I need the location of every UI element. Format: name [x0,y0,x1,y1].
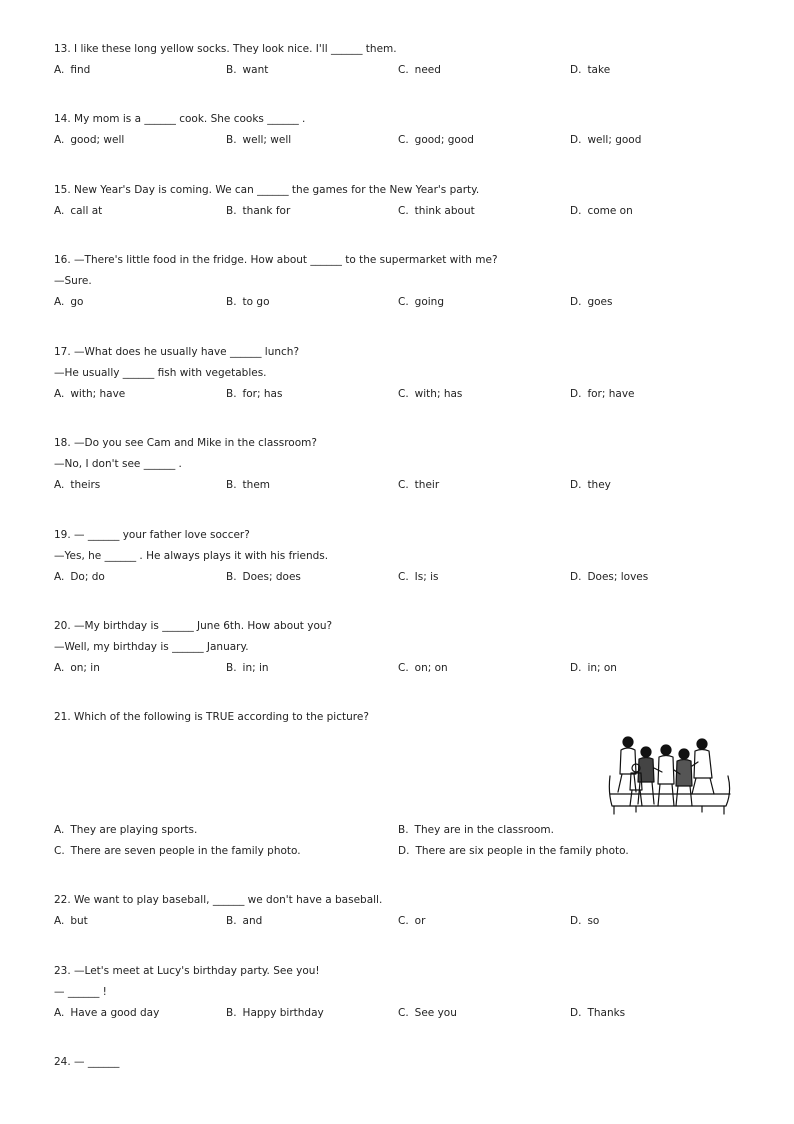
q17-option-b[interactable]: B. for; has [226,388,283,400]
q15-option-b[interactable]: B. thank for [226,205,291,217]
q21-stem: 21. Which of the following is TRUE according to the picture? [54,711,369,723]
q18-option-a[interactable]: A. theirs [54,479,101,491]
q14-option-d[interactable]: D. well; good [570,134,642,146]
q23-option-b[interactable]: B. Happy birthday [226,1007,324,1019]
q23-stem: 23. —Let's meet at Lucy's birthday party. See you! [54,965,320,977]
q13-option-a[interactable]: A. find [54,64,91,76]
q18-option-c[interactable]: C. their [398,479,440,491]
q14-option-c[interactable]: C. good; good [398,134,474,146]
q17-stem: 17. —What does he usually have ______ lunch? [54,346,300,358]
q15-option-c[interactable]: C. think about [398,205,475,217]
q21-option-a[interactable]: A. They are playing sports. [54,824,198,836]
q23-option-d[interactable]: D. Thanks [570,1007,626,1019]
q17-stem-reply: —He usually ______ fish with vegetables. [54,367,267,379]
q20-stem-reply: —Well, my birthday is ______ January. [54,641,249,653]
q16-option-a[interactable]: A. go [54,296,84,308]
q16-option-b[interactable]: B. to go [226,296,270,308]
q19-stem: 19. — ______ your father love soccer? [54,529,250,541]
q22-option-d[interactable]: D. so [570,915,600,927]
q16-option-d[interactable]: D. goes [570,296,613,308]
q17-option-a[interactable]: A. with; have [54,388,126,400]
q16-stem: 16. —There's little food in the fridge. How about ______ to the supermarket with me? [54,254,498,266]
q22-option-b[interactable]: B. and [226,915,263,927]
q21-option-c[interactable]: C. There are seven people in the family photo. [54,845,301,857]
q17-option-d[interactable]: D. for; have [570,388,635,400]
q19-option-d[interactable]: D. Does; loves [570,571,649,583]
q15-stem: 15. New Year's Day is coming. We can ______ the games for the New Year's party. [54,184,480,196]
q21-option-b[interactable]: B. They are in the classroom. [398,824,554,836]
q15-option-a[interactable]: A. call at [54,205,103,217]
q21-option-d[interactable]: D. There are six people in the family photo. [398,845,629,857]
q16-option-c[interactable]: C. going [398,296,444,308]
q15-option-d[interactable]: D. come on [570,205,633,217]
q13-option-b[interactable]: B. want [226,64,269,76]
q23-option-c[interactable]: C. See you [398,1007,457,1019]
q17-option-c[interactable]: C. with; has [398,388,463,400]
q14-option-a[interactable]: A. good; well [54,134,125,146]
q14-option-b[interactable]: B. well; well [226,134,292,146]
q19-option-b[interactable]: B. Does; does [226,571,301,583]
q23-stem-reply: — ______ ! [54,986,107,998]
q13-option-d[interactable]: D. take [570,64,611,76]
q19-option-a[interactable]: A. Do; do [54,571,105,583]
q13-option-c[interactable]: C. need [398,64,441,76]
q19-stem-reply: —Yes, he ______ . He always plays it with his friends. [54,550,329,562]
q22-option-a[interactable]: A. but [54,915,88,927]
q23-option-a[interactable]: A. Have a good day [54,1007,160,1019]
q24-stem: 24. — ______ [54,1056,120,1068]
q22-stem: 22. We want to play baseball, ______ we don't have a baseball. [54,894,383,906]
q16-stem-reply: —Sure. [54,275,92,287]
family-photo-illustration [606,732,734,816]
q18-option-b[interactable]: B. them [226,479,271,491]
q20-option-a[interactable]: A. on; in [54,662,100,674]
q20-option-d[interactable]: D. in; on [570,662,617,674]
q22-option-c[interactable]: C. or [398,915,426,927]
q19-option-c[interactable]: C. Is; is [398,571,439,583]
q14-stem: 14. My mom is a ______ cook. She cooks ______ . [54,113,306,125]
q20-option-b[interactable]: B. in; in [226,662,269,674]
q18-stem: 18. —Do you see Cam and Mike in the classroom? [54,437,317,449]
q20-option-c[interactable]: C. on; on [398,662,448,674]
q18-option-d[interactable]: D. they [570,479,611,491]
q18-stem-reply: —No, I don't see ______ . [54,458,182,470]
q20-stem: 20. —My birthday is ______ June 6th. How about you? [54,620,333,632]
q13-stem: 13. I like these long yellow socks. They look nice. I'll ______ them. [54,43,397,55]
